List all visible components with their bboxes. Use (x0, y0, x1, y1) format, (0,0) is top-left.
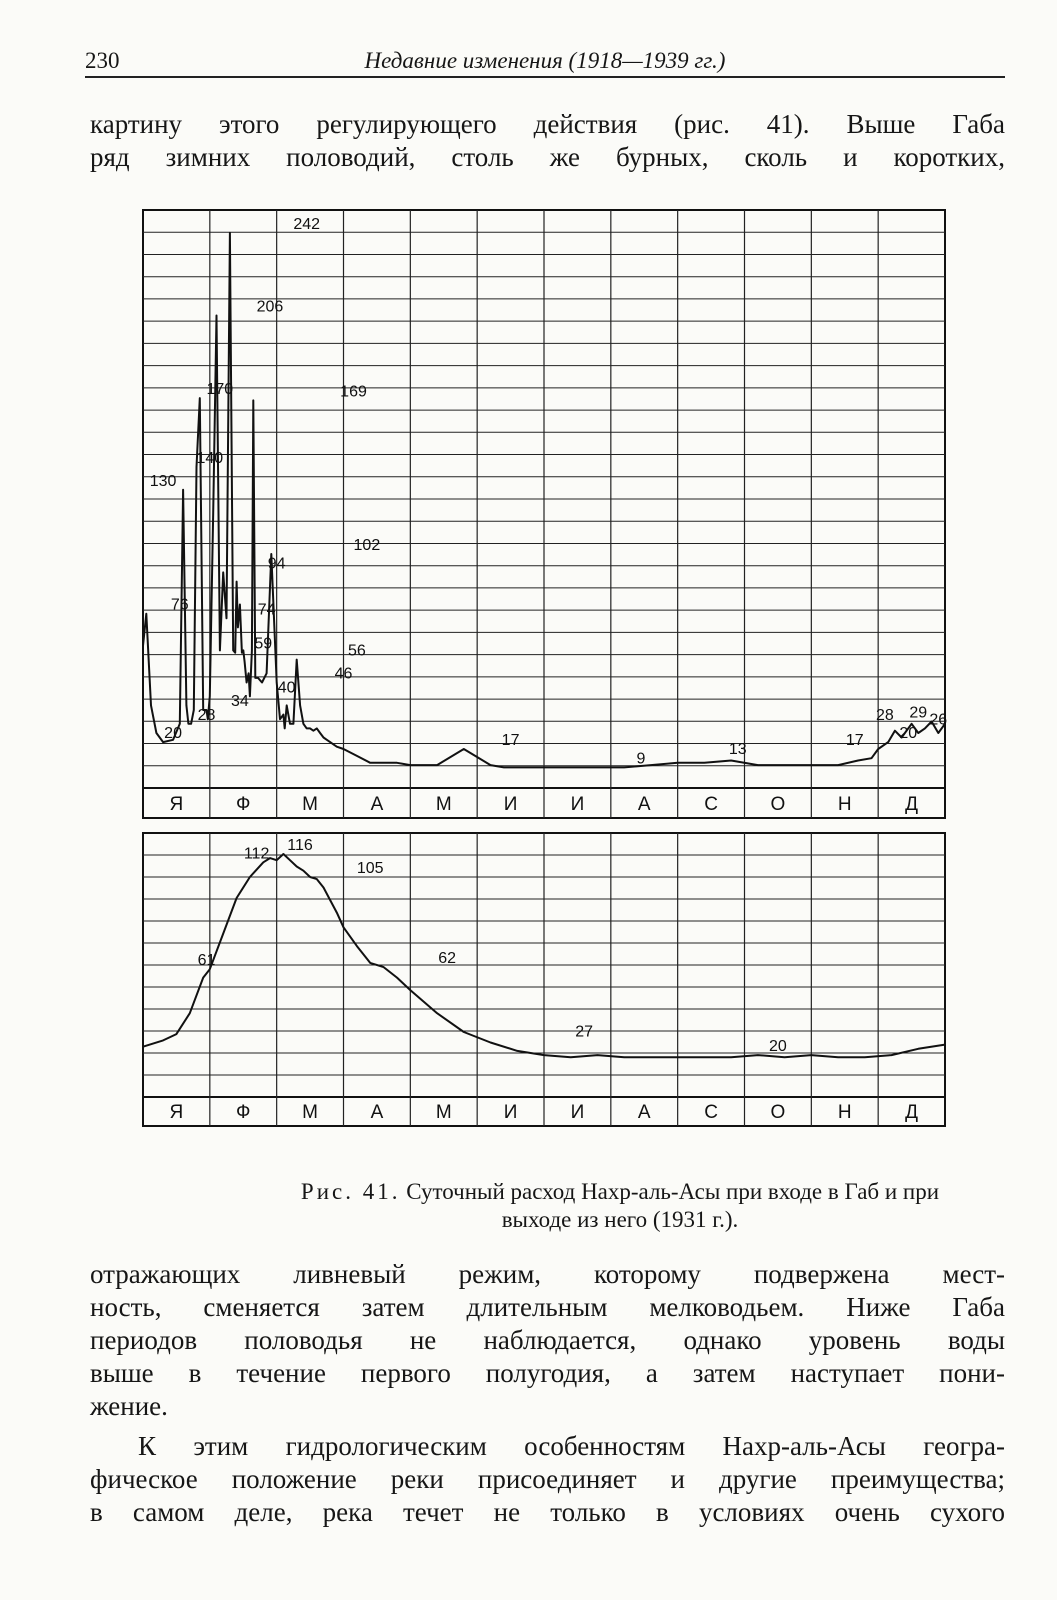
month-tick-label: М (435, 1102, 452, 1123)
month-tick-label: О (770, 794, 786, 815)
data-label: 17 (501, 732, 520, 750)
month-tick-label: М (302, 1102, 318, 1123)
data-label: 59 (254, 635, 273, 653)
month-tick-label: Н (837, 794, 852, 815)
month-tick-label: Ф (236, 794, 251, 815)
data-label: 206 (256, 298, 284, 316)
data-label: 17 (845, 732, 864, 750)
data-label: 20 (164, 725, 182, 743)
data-label: 20 (899, 725, 918, 743)
paragraph-1 (90, 1258, 1005, 1423)
data-label: 242 (293, 215, 321, 233)
data-label: 170 (206, 381, 234, 399)
data-label: 34 (231, 693, 249, 711)
month-tick-label: Н (837, 1102, 852, 1123)
data-label: 140 (196, 449, 224, 467)
data-label: 29 (909, 704, 928, 722)
figure-caption (270, 1178, 970, 1234)
data-label: 13 (728, 741, 747, 759)
chart-inflow (143, 210, 947, 818)
month-tick-label: А (637, 794, 651, 815)
data-label: 28 (197, 706, 216, 724)
month-tick-label: С (704, 794, 718, 815)
text-line: картину этого регулирующего действия (рис. 41). Выше Габа (90, 109, 1005, 139)
month-tick-label: Я (169, 794, 184, 815)
data-label: 76 (170, 596, 189, 614)
data-label: 61 (197, 952, 216, 970)
running-title: Недавние изменения (1918—1939 гг.) (364, 48, 726, 73)
month-tick-label: С (704, 1102, 718, 1123)
data-label: 26 (929, 711, 948, 729)
month-tick-label: Д (905, 1102, 919, 1123)
data-label: 40 (277, 679, 296, 697)
data-label: 94 (267, 555, 286, 573)
text-line: жение. (90, 1391, 168, 1421)
month-tick-label: М (435, 794, 452, 815)
text-line: периодов половодья не наблюдается, однако уровень воды (90, 1325, 1005, 1355)
text-line: ряд зимних половодий, столь же бурных, сколь и коротких, (90, 142, 1005, 172)
text-line: в самом деле, река течет не только в условиях очень сухого (90, 1497, 1005, 1527)
month-tick-label: А (370, 1102, 384, 1123)
caption-line-1: Суточный расход Нахр-аль-Асы при входе в Габ и при (406, 1179, 940, 1204)
month-tick-label: Д (905, 794, 919, 815)
data-label: 116 (287, 836, 313, 854)
page-number: 230 (85, 48, 120, 73)
month-tick-label: А (370, 794, 384, 815)
month-tick-label: А (637, 1102, 651, 1123)
paragraph-2 (90, 1430, 1005, 1529)
data-label: 62 (438, 950, 456, 968)
month-tick-label: И (570, 794, 585, 815)
data-label: 102 (353, 537, 381, 555)
caption-line-2: выходе из него (1931 г.). (501, 1207, 739, 1232)
month-tick-label: И (503, 794, 518, 815)
data-label: 112 (243, 845, 270, 863)
text-line: ность, сменяется затем длительным мелководьем. Ниже Габа (90, 1292, 1005, 1322)
text-line: выше в течение первого полугодия, а затем наступает пони- (90, 1358, 1005, 1388)
data-label: 28 (875, 706, 894, 724)
month-tick-label: И (570, 1102, 585, 1123)
data-label: 46 (334, 665, 353, 683)
caption-label: Рис. 41. (300, 1179, 401, 1204)
text-line: отражающих ливневый режим, которому подвержена мест- (90, 1259, 1005, 1289)
chart-outflow (143, 833, 945, 1126)
month-tick-label: Я (169, 1102, 184, 1123)
text-line: К этим гидрологическим особенностям Нахр-аль-Асы геогра- (138, 1431, 1005, 1461)
data-label: 27 (575, 1023, 593, 1041)
month-tick-label: Ф (236, 1102, 251, 1123)
data-label: 130 (149, 472, 177, 490)
data-label: 169 (340, 383, 367, 401)
month-tick-label: И (503, 1102, 518, 1123)
data-label: 105 (356, 860, 384, 877)
data-label: 56 (347, 642, 366, 660)
month-tick-label: О (770, 1102, 786, 1123)
month-tick-label: М (302, 794, 318, 815)
data-label: 9 (636, 750, 646, 768)
text-line: фическое положение реки присоединяет и другие преимущества; (90, 1464, 1005, 1494)
data-label: 20 (769, 1038, 787, 1056)
data-label: 74 (257, 601, 276, 619)
